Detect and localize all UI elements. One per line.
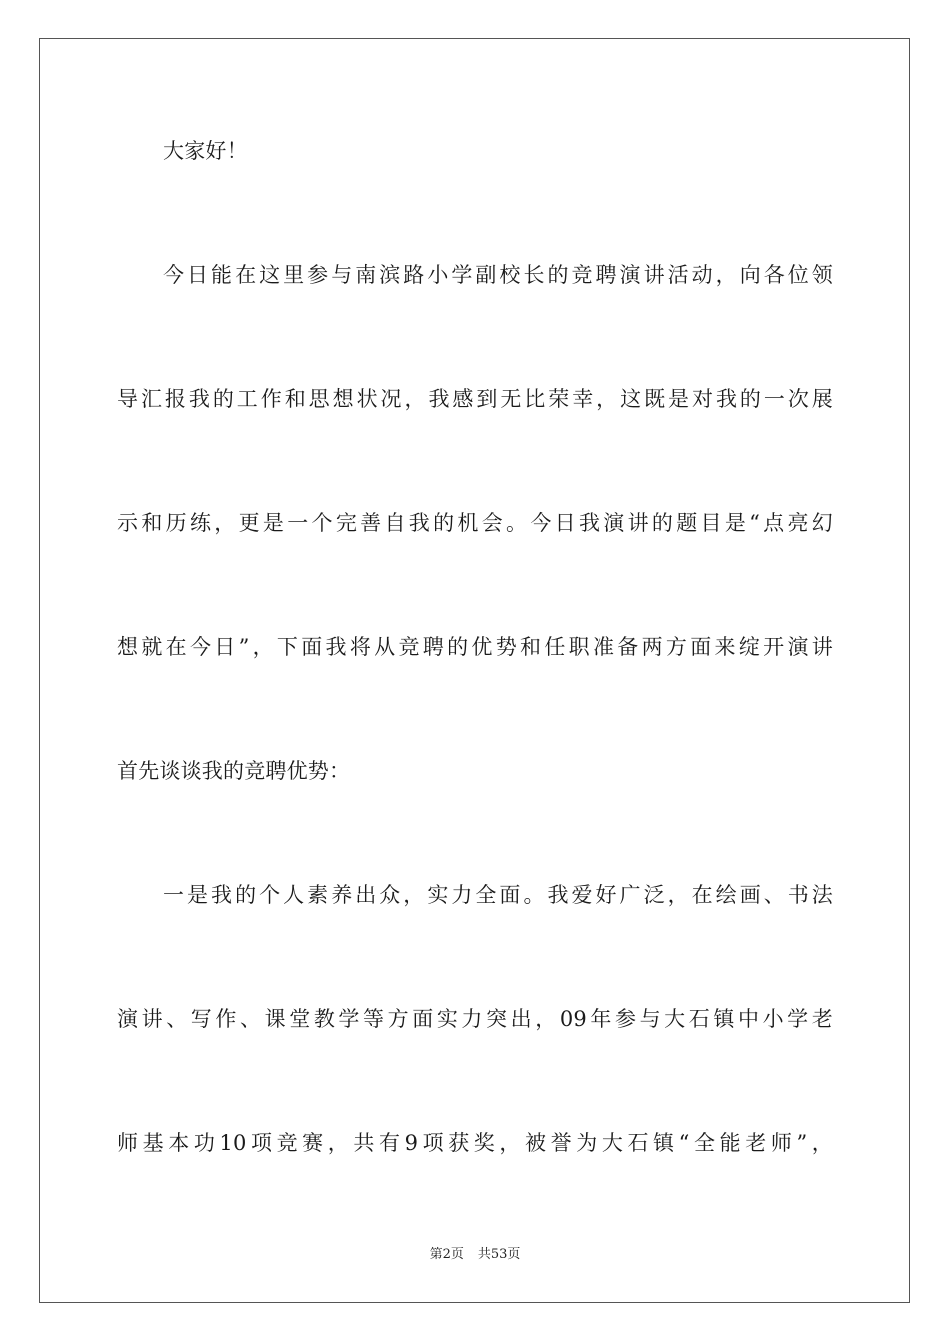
text-line-6: 首先谈谈我的竞聘优势： bbox=[117, 759, 351, 783]
text-line-7: 一是我的个人素养出众，实力全面。我爱好广泛，在绘画、书法 bbox=[163, 883, 833, 907]
text-line-5: 想就在今日”，下面我将从竞聘的优势和任职准备两方面来绽开演讲 bbox=[117, 635, 833, 659]
text-line-2: 今日能在这里参与南滨路小学副校长的竞聘演讲活动，向各位领 bbox=[163, 263, 833, 287]
page-total: 共53页 bbox=[477, 1247, 521, 1262]
page-frame bbox=[39, 38, 910, 1303]
text-line-8: 演讲、写作、课堂教学等方面实力突出，09年参与大石镇中小学老 bbox=[117, 1007, 833, 1031]
text-line-1: 大家好！ bbox=[163, 139, 248, 163]
page-number: 第2页 bbox=[429, 1247, 464, 1262]
text-line-9: 师基本功10项竞赛，共有9项获奖，被誉为大石镇“全能老师”， bbox=[117, 1131, 833, 1155]
text-line-4: 示和历练，更是一个完善自我的机会。今日我演讲的题目是“点亮幻 bbox=[117, 511, 833, 535]
text-line-3: 导汇报我的工作和思想状况，我感到无比荣幸，这既是对我的一次展 bbox=[117, 387, 833, 411]
page-footer bbox=[0, 1246, 950, 1264]
